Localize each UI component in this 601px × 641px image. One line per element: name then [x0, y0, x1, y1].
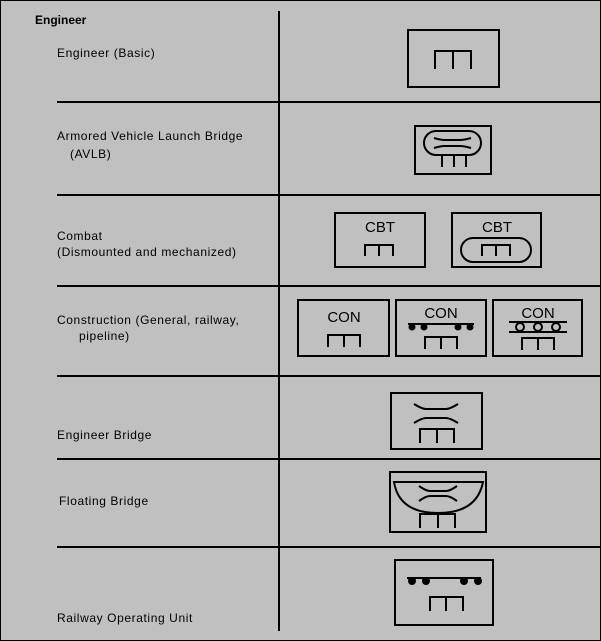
row-divider — [57, 285, 600, 287]
construction-general-symbol — [297, 299, 391, 358]
row-label-combat-line1: Combat — [57, 229, 103, 243]
row-divider — [57, 375, 600, 377]
floating-bridge-symbol — [389, 471, 488, 534]
row-label-avlb-line2: (AVLB) — [70, 147, 112, 161]
engineer-bridge-symbol — [390, 392, 484, 451]
column-divider — [278, 11, 280, 631]
row-divider — [57, 458, 600, 460]
row-label-combat-line2: (Dismounted and mechanized) — [57, 245, 237, 259]
row-label-avlb-line1: Armored Vehicle Launch Bridge — [57, 129, 244, 143]
construction-symbol-text: CON — [327, 309, 361, 326]
combat-symbol-text: CBT — [365, 219, 395, 236]
combat-dismounted-symbol — [334, 212, 427, 269]
construction-railway-symbol — [395, 299, 488, 358]
row-label-construction-line1: Construction (General, railway, — [57, 313, 240, 327]
construction-pipeline-symbol — [492, 299, 584, 358]
row-label-engineer-bridge: Engineer Bridge — [57, 428, 153, 442]
row-label-railway-operating-unit: Railway Operating Unit — [57, 611, 193, 625]
construction-symbol-text: CON — [424, 305, 458, 322]
row-label-construction-line2: pipeline) — [79, 329, 130, 343]
construction-symbol-text: CON — [521, 305, 555, 322]
row-divider — [57, 101, 600, 103]
engineer-basic-symbol — [407, 29, 501, 89]
row-label-engineer-basic: Engineer (Basic) — [57, 46, 156, 60]
table-heading: Engineer — [35, 13, 87, 27]
avlb-symbol — [414, 125, 493, 176]
combat-mechanized-symbol — [451, 212, 543, 269]
railway-operating-unit-symbol — [394, 559, 495, 627]
combat-symbol-text: CBT — [482, 219, 512, 236]
row-label-floating-bridge: Floating Bridge — [59, 494, 149, 508]
row-divider — [57, 546, 600, 548]
row-divider — [57, 194, 600, 196]
